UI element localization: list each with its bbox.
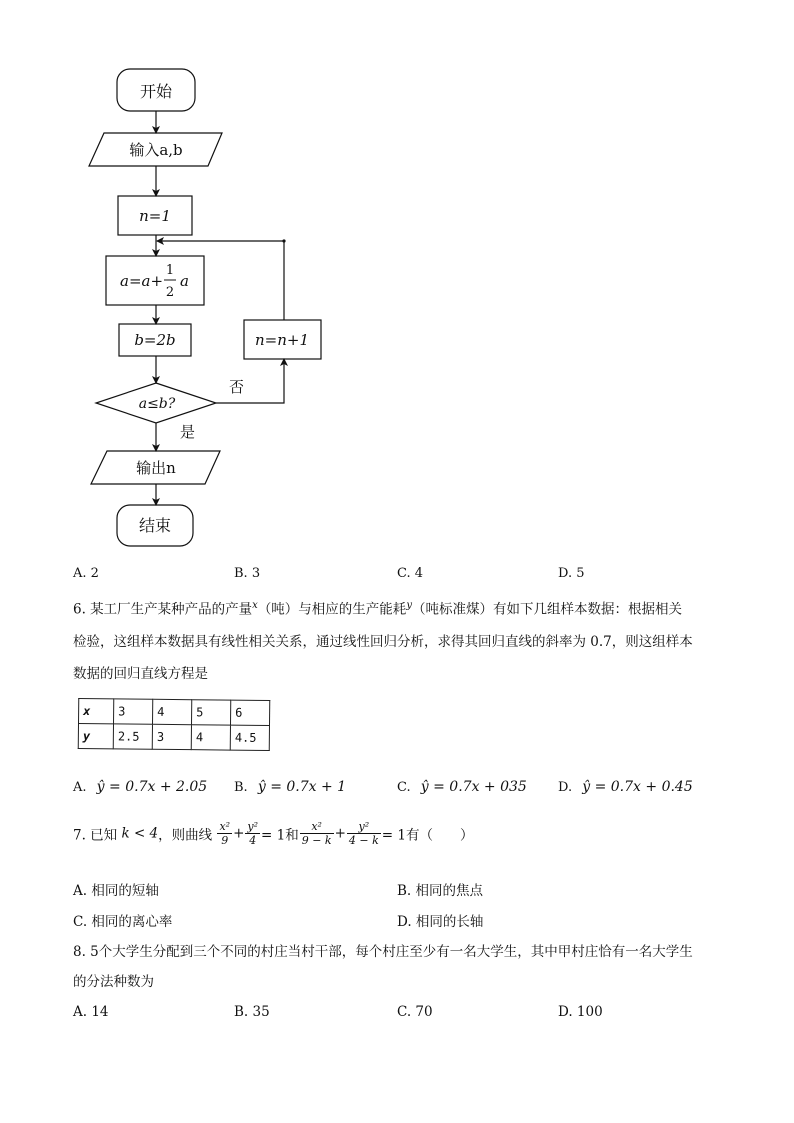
option-equation: ŷ = 0.7x + 0.45 <box>582 779 693 795</box>
q5-option-b: B. 3 <box>234 566 261 581</box>
option-equation: ŷ = 0.7x + 035 <box>420 779 527 795</box>
fraction-numerator: x² <box>300 820 334 834</box>
fraction-denominator: 9 <box>221 834 229 847</box>
option-label: A. <box>73 780 87 795</box>
fraction-denominator: 4 <box>249 834 257 847</box>
table-cell: y <box>78 723 113 748</box>
q6-var-x: x <box>252 600 258 611</box>
fraction-numerator: y² <box>347 820 381 834</box>
q5-option-a: A. 2 <box>73 566 99 581</box>
input-label: 输入a,b <box>129 141 183 159</box>
q8-option-a: A. 14 <box>73 1004 109 1020</box>
option-label: D. <box>558 780 573 795</box>
q8-stem <box>73 938 733 996</box>
q7-stem <box>73 820 473 847</box>
table-cell: 4 <box>153 699 192 724</box>
q7-mid: ，则曲线 <box>158 827 213 844</box>
q6-line-1 <box>73 592 733 624</box>
assign-a-prefix: a=a+ <box>120 272 164 290</box>
q6-line-2: 检验，这组样本数据具有线性相关关系，通过线性回归分析，求得其回归直线的斜率为 0.7，则这组样本 <box>73 633 693 650</box>
q6-text-a: 6. 某工厂生产某种产品的产量 <box>73 601 253 618</box>
q8-option-b: B. 35 <box>234 1004 270 1020</box>
option-label: C. <box>397 780 411 795</box>
table-row-x <box>79 699 270 726</box>
flowchart <box>0 0 794 560</box>
fraction-denominator: 4 − k <box>348 834 379 847</box>
q7-prefix: 7. 已知 <box>73 827 118 844</box>
q6-var-y: y <box>406 600 412 611</box>
q7-option-d: D. 相同的长轴 <box>397 914 484 930</box>
increment-label: n=n+1 <box>254 331 310 349</box>
q7-option-c: C. 相同的离心率 <box>73 914 173 930</box>
q7-fraction-4 <box>347 820 381 847</box>
assign-b-label: b=2b <box>134 331 176 349</box>
q5-option-d: D. 5 <box>558 566 585 581</box>
q7-fraction-1 <box>217 820 232 847</box>
table-cell: 2.5 <box>113 724 152 749</box>
q6-option-d <box>558 779 693 795</box>
assign-a-suffix: a <box>180 272 189 290</box>
fraction-numerator: y² <box>247 820 258 833</box>
q6-stem <box>73 592 733 688</box>
q8-option-d: D. 100 <box>558 1004 603 1020</box>
q6-text-b: （吨）与相应的生产能耗 <box>257 601 407 618</box>
assign-a-den: 2 <box>165 285 175 300</box>
q7-option-a: A. 相同的短轴 <box>73 883 159 899</box>
q8-option-c: C. 70 <box>397 1004 433 1020</box>
q7-equals-1: = 1和 <box>261 827 299 844</box>
q7-fraction-2 <box>245 820 260 847</box>
option-equation: ŷ = 0.7x + 1 <box>257 779 347 795</box>
start-label: 开始 <box>139 82 173 101</box>
q7-condition: k < 4 <box>121 825 159 842</box>
q8-line-2: 的分法种数为 <box>73 974 154 990</box>
q8-line-1: 8. 5个大学生分配到三个不同的村庄当村干部，每个村庄至少有一名大学生，其中甲村庄恰有一名大学生 <box>73 944 693 960</box>
q6-option-a <box>73 779 207 795</box>
q7-fraction-3 <box>300 820 334 847</box>
q6-text-c: （吨标准煤）有如下几组样本数据：根据相关 <box>411 601 682 618</box>
fraction-denominator: 9 − k <box>301 834 332 847</box>
init-label: n=1 <box>139 207 171 225</box>
end-label: 结束 <box>138 516 172 535</box>
output-label: 输出n <box>136 459 176 477</box>
yes-label: 是 <box>180 423 196 441</box>
q5-option-c: C. 4 <box>397 566 424 581</box>
table-cell: 5 <box>191 700 230 725</box>
table-cell: 3 <box>114 699 153 724</box>
table-cell: x <box>79 699 114 724</box>
q6-option-c <box>397 779 527 795</box>
q6-data-table <box>78 699 270 750</box>
arrow-loop-back <box>157 241 284 320</box>
table-row-y <box>78 723 269 750</box>
option-label: B. <box>234 780 248 795</box>
no-label: 否 <box>229 378 245 396</box>
condition-label: a≤b? <box>138 396 176 412</box>
plus-sign: + <box>334 825 346 842</box>
table-cell: 4.5 <box>230 725 269 750</box>
table-cell: 4 <box>191 725 230 750</box>
plus-sign: + <box>233 825 245 842</box>
option-equation: ŷ = 0.7x + 2.05 <box>96 779 208 795</box>
table-cell: 3 <box>152 724 191 749</box>
q7-option-b: B. 相同的焦点 <box>397 883 484 899</box>
arrow-condition-no <box>216 359 284 403</box>
q7-equals-2: = 1有（ ） <box>381 827 474 844</box>
table-cell: 6 <box>230 700 269 725</box>
fraction-numerator: x² <box>219 820 231 833</box>
q6-option-b <box>234 779 346 795</box>
q6-line-3: 数据的回归直线方程是 <box>73 665 208 682</box>
assign-a-num: 1 <box>165 263 175 278</box>
